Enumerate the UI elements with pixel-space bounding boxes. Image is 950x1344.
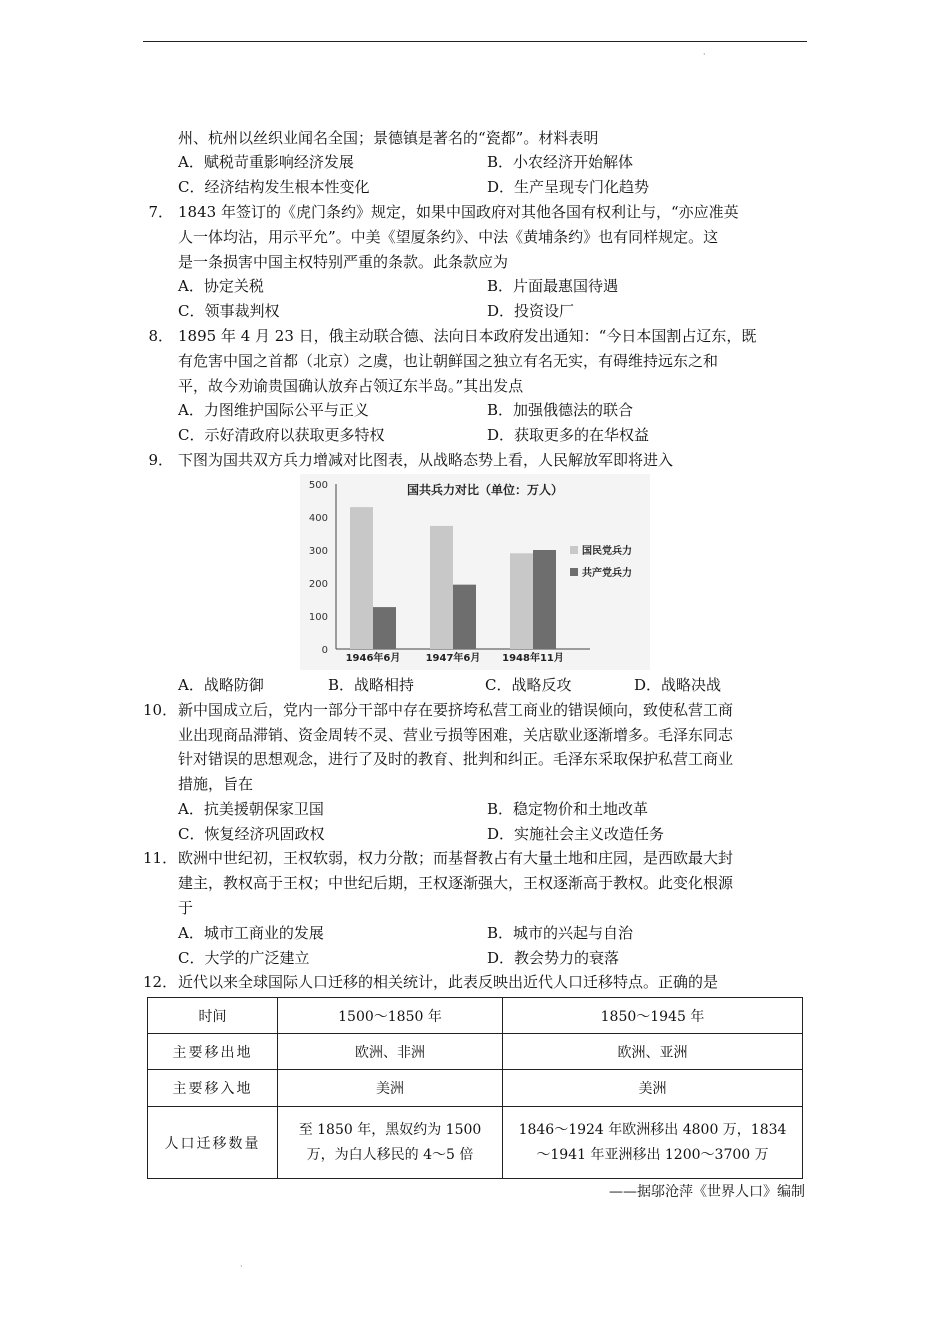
- q12-text: 近代以来全球国际人口迁移的相关统计，此表反映出近代人口迁移特点。正确的是: [178, 973, 719, 991]
- legend-swatch: [570, 568, 578, 576]
- bar-kmt-0: [350, 507, 373, 649]
- table-header-cell: 时间: [148, 998, 278, 1034]
- scan-dot: ·: [703, 50, 706, 59]
- table-header-cell: 1850～1945 年: [503, 998, 803, 1034]
- x-tick-label: 1947年6月: [425, 653, 481, 664]
- bar-cpc-1: [453, 585, 476, 649]
- q10-option-d[interactable]: D．实施社会主义改造任务: [487, 825, 665, 843]
- table-cell-line: 至 1850 年，黑奴约为 1500: [298, 1121, 482, 1138]
- q9-text: 下图为国共双方兵力增减对比图表，从战略态势上看，人民解放军即将进入: [178, 451, 674, 469]
- legend-label: 共产党兵力: [582, 568, 632, 579]
- q8-text: 平，故今劝谕贵国确认放弃占领辽东半岛。”其出发点: [178, 377, 524, 395]
- q11-option-c[interactable]: C．大学的广泛建立: [178, 949, 310, 967]
- q9-option-a[interactable]: A．战略防御: [178, 676, 264, 694]
- y-tick-label: 300: [308, 546, 328, 557]
- q7-number: 7．: [148, 203, 173, 221]
- q7-option-c[interactable]: C．领事裁判权: [178, 302, 280, 320]
- q8-option-a[interactable]: A．力图维护国际公平与正义: [178, 401, 369, 419]
- q7-text: 1843 年签订的《虎门条约》规定，如果中国政府对其他各国有权利让与，“亦应准英: [178, 203, 739, 221]
- migration-table: [147, 997, 803, 1179]
- q11-text: 于: [178, 899, 194, 917]
- y-tick-label: 500: [308, 480, 328, 491]
- q11-number: 11．: [143, 849, 178, 867]
- q10-option-c[interactable]: C．恢复经济巩固政权: [178, 825, 325, 843]
- q8-number: 8．: [148, 327, 173, 345]
- q9-option-c[interactable]: C．战略反攻: [485, 676, 572, 694]
- bar-kmt-2: [510, 553, 533, 649]
- q11-text: 建主，教权高于王权；中世纪后期，王权逐渐强大，王权逐渐高于教权。此变化根源: [178, 874, 734, 892]
- q11-option-a[interactable]: A．城市工商业的发展: [178, 924, 324, 942]
- q7-text: 人一体均沾，用示平允”。中美《望厦条约》、中法《黄埔条约》也有同样规定。这: [178, 228, 719, 246]
- q10-option-a[interactable]: A．抗美援朝保家卫国: [178, 800, 324, 818]
- bar-cpc-0: [373, 607, 396, 649]
- x-tick-label: 1948年11月: [502, 653, 564, 664]
- q10-text: 措施，旨在: [178, 775, 254, 793]
- q9-option-b[interactable]: B．战略相持: [328, 676, 415, 694]
- q10-text: 针对错误的思想观念，进行了及时的教育、批判和纠正。毛泽东采取保护私营工商业: [178, 750, 734, 768]
- q7-option-d[interactable]: D．投资设厂: [487, 302, 575, 320]
- q7-option-b[interactable]: B．片面最惠国待遇: [487, 277, 619, 295]
- q7-option-a[interactable]: A．协定关税: [178, 277, 264, 295]
- table-cell: [503, 1107, 803, 1179]
- table-cell: 美洲: [278, 1070, 503, 1107]
- q11-option-d[interactable]: D．教会势力的衰落: [487, 949, 620, 967]
- table-cell-line: ～1941 年亚洲移出 1200～3700 万: [536, 1146, 769, 1163]
- y-tick-label: 100: [308, 612, 328, 623]
- q9-option-d[interactable]: D．战略决战: [634, 676, 722, 694]
- q7-text: 是一条损害中国主权特别严重的条款。此条款应为: [178, 253, 509, 271]
- y-tick-label: 200: [308, 579, 328, 590]
- scan-dot: ·: [240, 1262, 243, 1271]
- table-cell: 欧洲、亚洲: [503, 1034, 803, 1070]
- table-cell: 欧洲、非洲: [278, 1034, 503, 1070]
- table-cell: 美洲: [503, 1070, 803, 1107]
- table-cell-line: 万，为白人移民的 4～5 倍: [306, 1146, 474, 1163]
- q11-text: 欧洲中世纪初，王权软弱，权力分散；而基督教占有大量土地和庄园，是西欧最大封: [178, 849, 734, 867]
- q6-option-a[interactable]: A．赋税苛重影响经济发展: [178, 153, 354, 171]
- q10-number: 10．: [143, 701, 178, 719]
- y-tick-label: 400: [308, 513, 328, 524]
- bar-cpc-2: [533, 550, 556, 649]
- q8-text: 1895 年 4 月 23 日，俄主动联合德、法向日本政府发出通知：“今日本国割占辽东，既: [178, 327, 757, 345]
- table-cell: 人口迁移数量: [148, 1107, 278, 1179]
- q6-option-c[interactable]: C．经济结构发生根本性变化: [178, 178, 370, 196]
- q6-text: 州、杭州以丝织业闻名全国；景德镇是著名的“瓷都”。材料表明: [178, 129, 599, 147]
- q6-option-d[interactable]: D．生产呈现专门化趋势: [487, 178, 650, 196]
- q11-option-b[interactable]: B．城市的兴起与自治: [487, 924, 634, 942]
- q8-option-d[interactable]: D．获取更多的在华权益: [487, 426, 650, 444]
- chart-title: 国共兵力对比（单位：万人）: [406, 483, 564, 497]
- table-cell: 主要移入地: [148, 1070, 278, 1107]
- troop-comparison-chart: [300, 474, 650, 670]
- q10-option-b[interactable]: B．稳定物价和土地改革: [487, 800, 649, 818]
- table-header-cell: 1500～1850 年: [278, 998, 503, 1034]
- table-cell: [278, 1107, 503, 1179]
- table-row: [148, 1034, 803, 1070]
- table-cell-line: 1846～1924 年欧洲移出 4800 万，1834: [518, 1121, 787, 1138]
- q12-number: 12．: [143, 973, 178, 991]
- q8-text: 有危害中国之首都（北京）之虞，也让朝鲜国之独立有名无实，有碍维持远东之和: [178, 352, 719, 370]
- table-row: [148, 998, 803, 1034]
- q10-text: 业出现商品滞销、资金周转不灵、营业亏损等困难，关店歇业逐渐增多。毛泽东同志: [178, 726, 734, 744]
- q8-option-c[interactable]: C．示好清政府以获取更多特权: [178, 426, 385, 444]
- y-tick-label: 0: [321, 645, 328, 656]
- q10-text: 新中国成立后，党内一部分干部中存在要挤垮私营工商业的错误倾向，致使私营工商: [178, 701, 734, 719]
- legend-swatch: [570, 546, 578, 554]
- q6-option-b[interactable]: B．小农经济开始解体: [487, 153, 634, 171]
- x-tick-label: 1946年6月: [345, 653, 401, 664]
- legend-label: 国民党兵力: [582, 546, 632, 557]
- table-row: [148, 1070, 803, 1107]
- table-source: ——据邬沧萍《世界人口》编制: [609, 1184, 805, 1200]
- header-rule: [143, 41, 807, 42]
- q8-option-b[interactable]: B．加强俄德法的联合: [487, 401, 634, 419]
- bar-kmt-1: [430, 526, 453, 649]
- q9-number: 9．: [148, 451, 173, 469]
- table-row: [148, 1107, 803, 1179]
- table-cell: 主要移出地: [148, 1034, 278, 1070]
